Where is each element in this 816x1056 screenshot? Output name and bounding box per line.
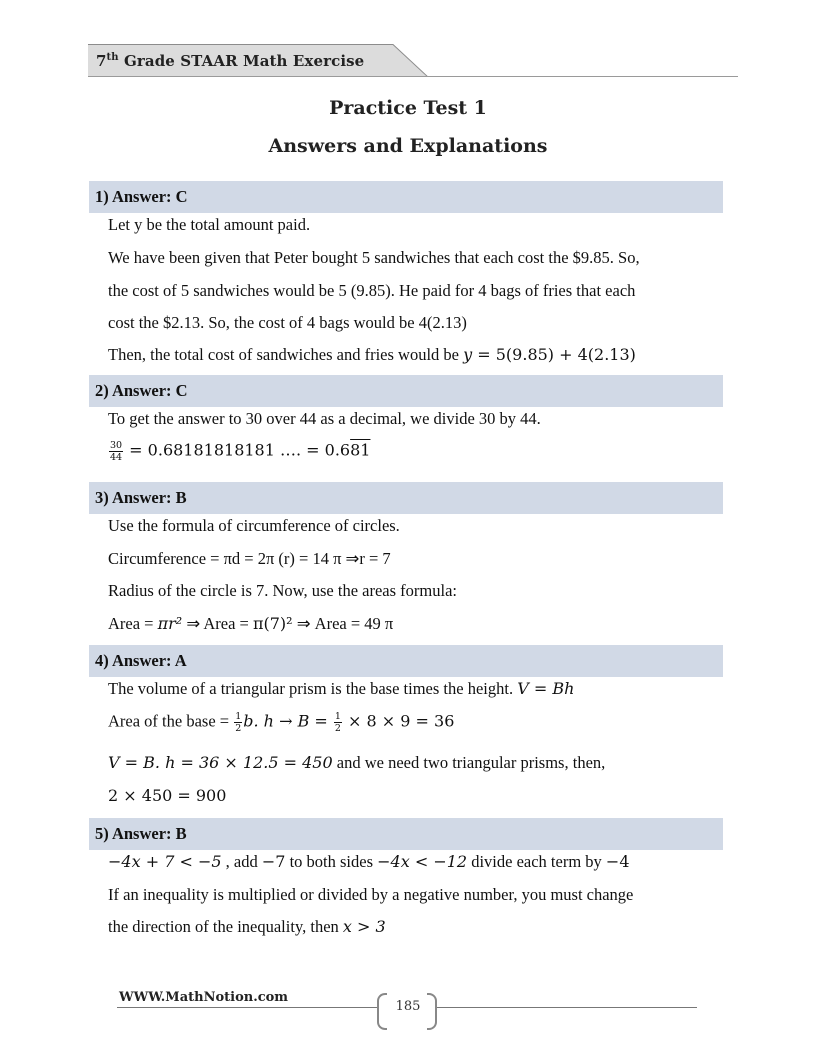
answer-5-header: 5) Answer: B (89, 818, 723, 850)
answer-1-line-1: Let y be the total amount paid. (108, 215, 311, 234)
answer-4-line-4: 2 × 450 = 900 (108, 786, 227, 805)
page-number: 185 (395, 999, 421, 1014)
answer-5-line-2: If an inequality is multiplied or divided by a negative number, you must change (108, 885, 634, 904)
answer-1-line-2: We have been given that Peter bought 5 sandwiches that each cost the $9.85. So, (108, 248, 640, 267)
page-subtitle: Answers and Explanations (268, 135, 548, 157)
answer-3-line-1: Use the formula of circumference of circles. (108, 516, 400, 535)
fraction-one-half: $\frac{1}{2}$ (235, 711, 242, 734)
answer-2-line-1: To get the answer to 30 over 44 as a decimal, we divide 30 by 44. (108, 409, 541, 428)
answer-2-header: 2) Answer: C (89, 375, 723, 407)
answer-4-line-2: Area of the base = $\frac{1}{2}$ b. h → B = $\frac{1}{2}$ × 8 × 9 = 36 (108, 711, 455, 734)
answer-4-line-1: The volume of a triangular prism is the base times the height. V = Bh (108, 679, 575, 698)
answer-1-line-4: cost the $2.13. So, the cost of 4 bags would be 4(2.13) (108, 313, 467, 332)
page-bracket-right (427, 993, 437, 1030)
answer-4-header: 4) Answer: A (89, 645, 723, 677)
footer-website: WWW.MathNotion.com (119, 990, 289, 1005)
fraction-one-half-2: $\frac{1}{2}$ (334, 711, 341, 734)
answer-1-line-5: Then, the total cost of sandwiches and fries would be y = 5(9.85) + 4(2.13) (108, 345, 636, 364)
answer-3-line-2: Circumference = πd = 2π (r) = 14 π ⇒r = 7 (108, 549, 391, 568)
fraction-30-44: $\frac{30}{44}$ (110, 440, 123, 463)
answer-3-line-3: Radius of the circle is 7. Now, use the areas formula: (108, 581, 457, 600)
answer-5-line-3: the direction of the inequality, then x > 3 (108, 917, 386, 936)
answer-5-line-1: −4x + 7 < −5 , add −7 to both sides −4x < −12 divide each term by −4 (108, 852, 630, 871)
header-rule (88, 76, 738, 77)
answer-3-header: 3) Answer: B (89, 482, 723, 514)
answer-1-line-3: the cost of 5 sandwiches would be 5 (9.85). He paid for 4 bags of fries that each (108, 281, 636, 300)
answer-3-line-4: Area = πr² ⇒ Area = π(7)² ⇒ Area = 49 π (108, 614, 394, 633)
answer-4-line-3: V = B. h = 36 × 12.5 = 450 and we need two triangular prisms, then, (108, 753, 606, 772)
answer-2-equation: $\frac{30}{44}$ = 0.68181818181 …. = 0.681 (110, 440, 371, 463)
answer-1-header: 1) Answer: C (89, 181, 723, 213)
header-title: 7th Grade STAAR Math Exercise (96, 52, 365, 70)
page-bracket-left (377, 993, 387, 1030)
page-title: Practice Test 1 (329, 97, 487, 119)
